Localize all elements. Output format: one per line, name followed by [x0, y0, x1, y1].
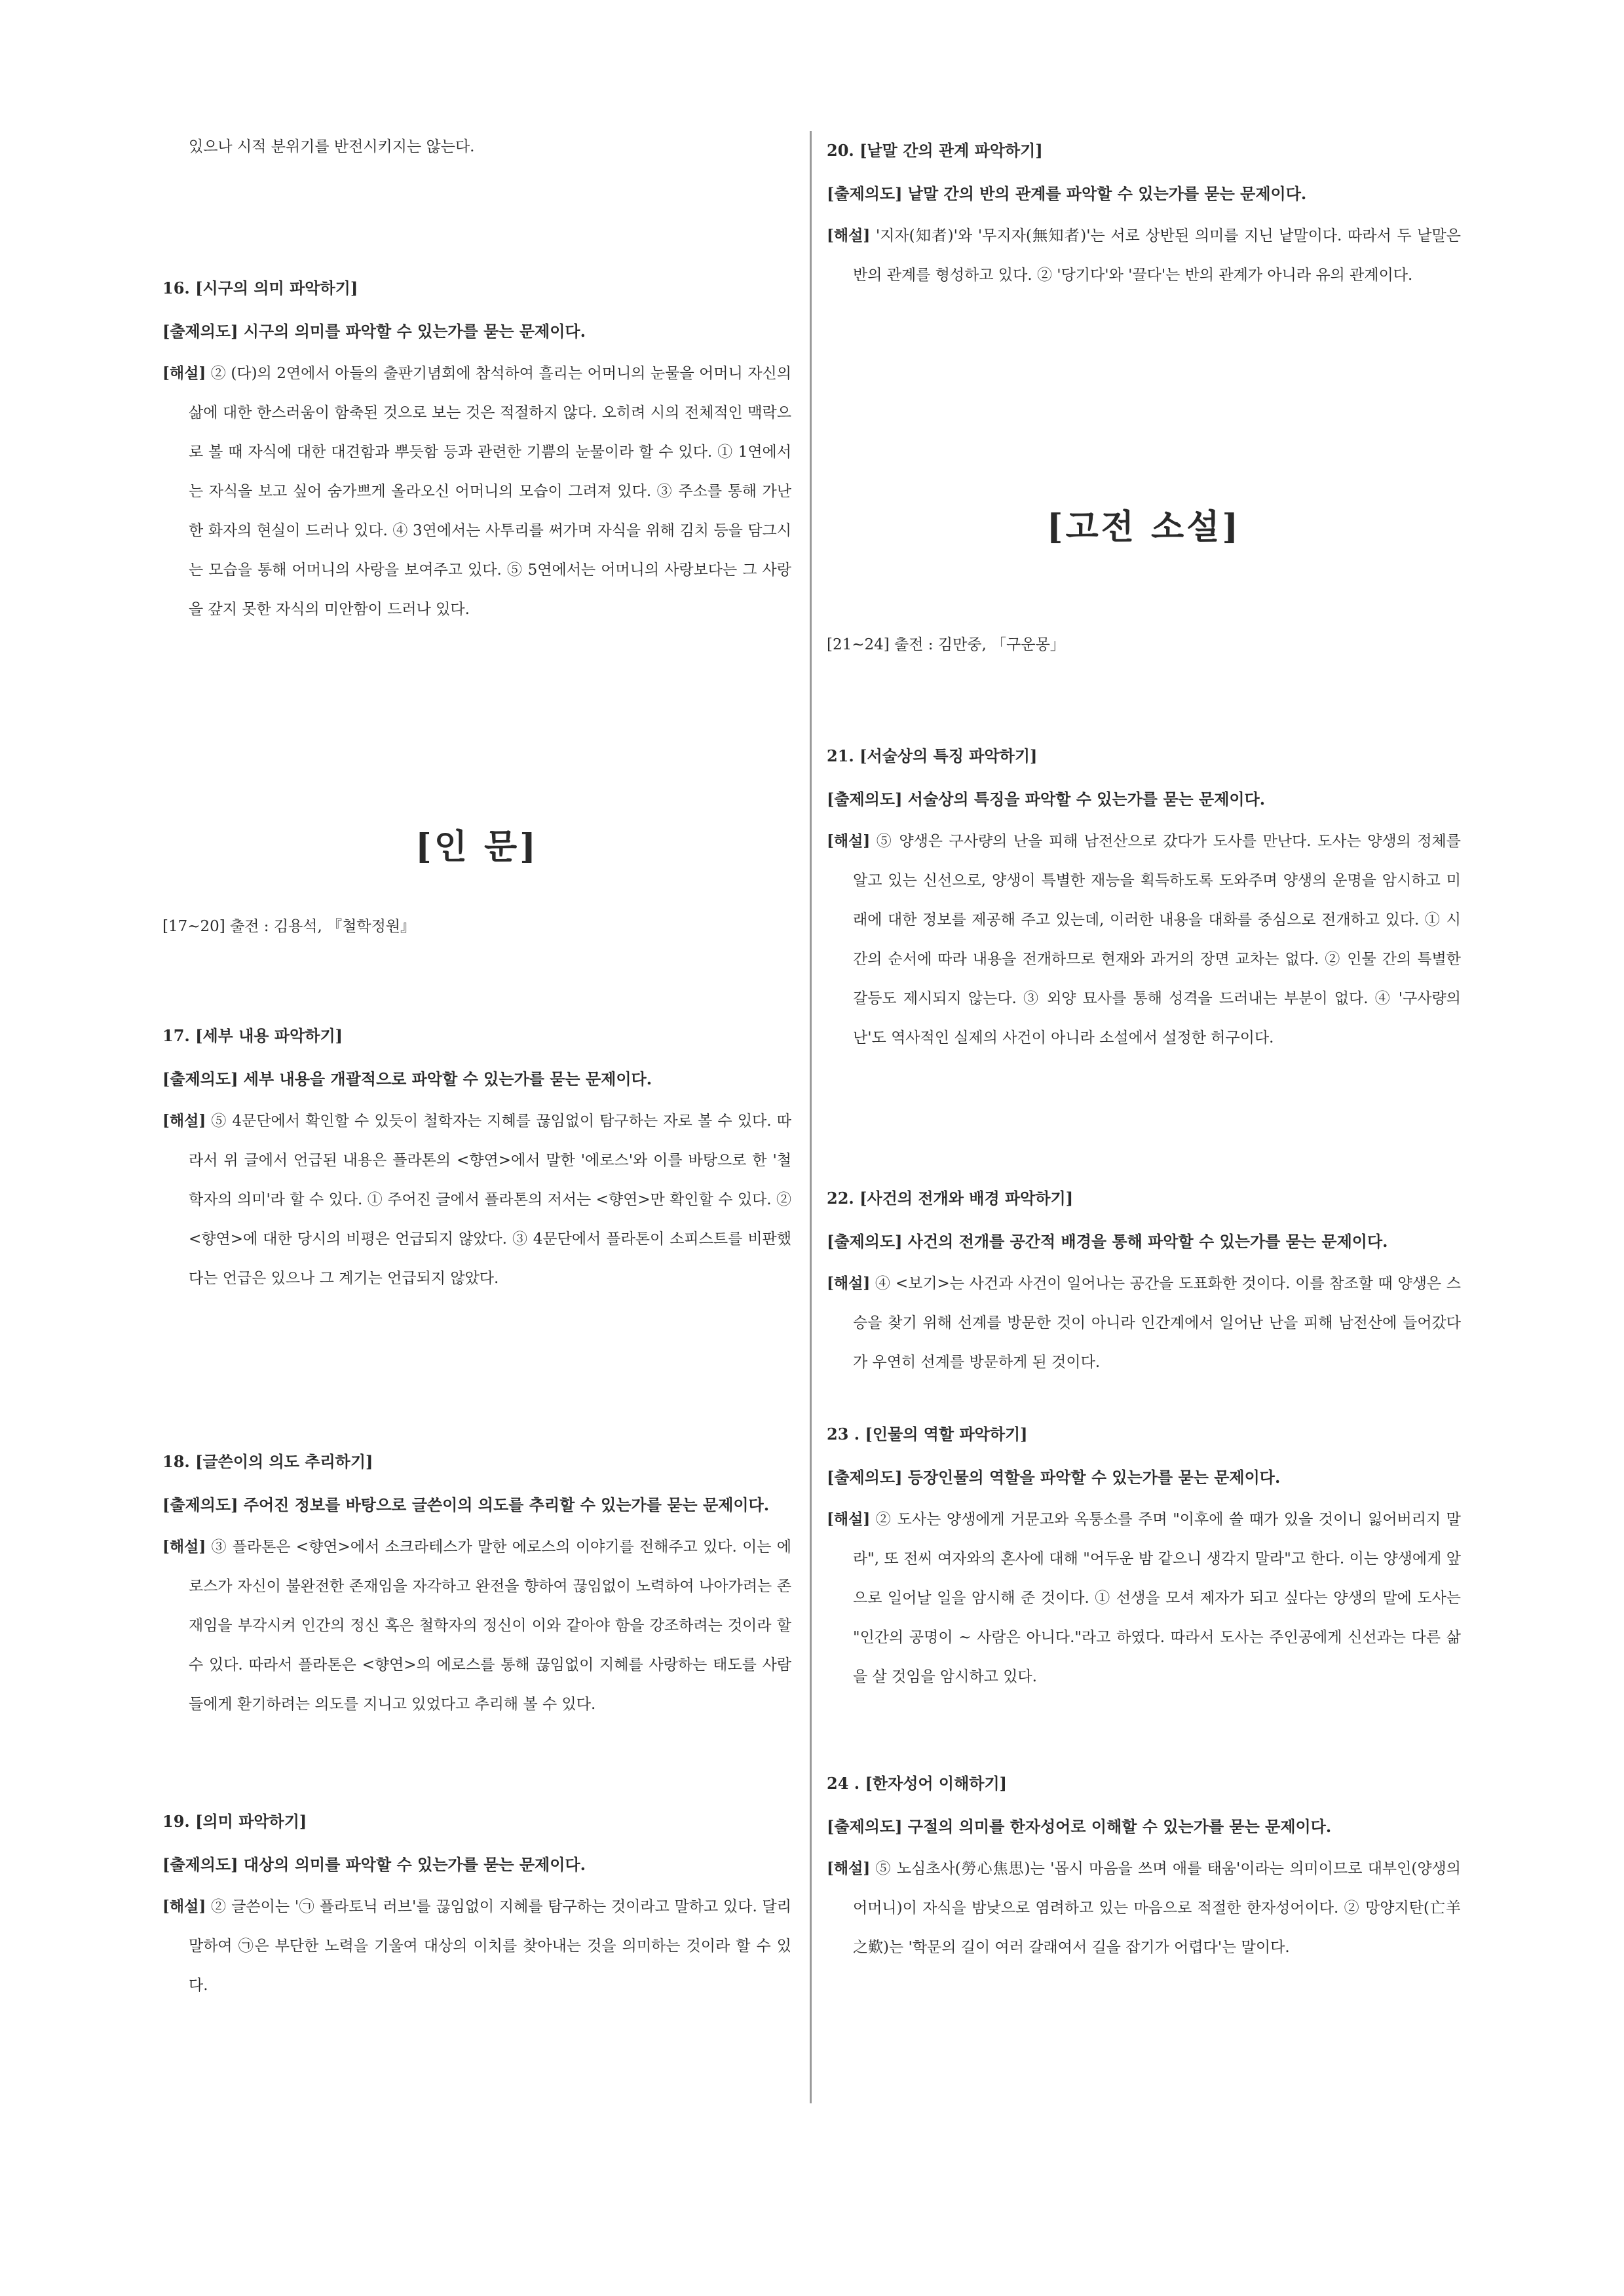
question-21: [827, 746, 1461, 1058]
question-intent: [출제의도] 사건의 전개를 공간적 배경을 통해 파악할 수 있는가를 묻는 문제이다.: [827, 1232, 1388, 1251]
question-explanation: [162, 354, 791, 629]
question-intent: [출제의도] 낱말 간의 반의 관계를 파악할 수 있는가를 묻는 문제이다.: [827, 184, 1307, 203]
question-explanation: [827, 216, 1461, 295]
explanation-tag: [해설]: [162, 1112, 206, 1130]
question-24: [827, 1773, 1461, 1967]
question-explanation: [827, 1500, 1461, 1696]
question-title: 20. [낱말 간의 관계 파악하기]: [827, 141, 1043, 160]
question-explanation: [162, 1527, 791, 1724]
explanation-text: ② 도사는 양생에게 거문고와 옥퉁소를 주며 "이후에 쓸 때가 있을 것이니 잃어버리지 말라", 또 전씨 여자와의 혼사에 대해 "어두운 밤 같으니 생각지 말라"고 한다. 이는 양생에게 앞으로 일어날 일을 암시해 준 것이다. ① 선생을 모셔 제자가 되고 싶다는 양생의 말에 도사는 "인간의 공명이 ~ 사람은 아니다."라고 하였다. 따라서 도사는 주인공에게 신선과는 다른 삶을 살 것임을 암시하고 있다.: [853, 1511, 1461, 1685]
question-18: [162, 1451, 791, 1724]
explanation-text: ② 글쓴이는 '㉠ 플라토닉 러브'를 끊임없이 지혜를 탐구하는 것이라고 말하고 있다. 달리 말하여 ㉠은 부단한 노력을 기울여 대상의 이치를 찾아내는 것을 의미하는 것이라 할 수 있다.: [189, 1898, 791, 1994]
continuation-text: 있으나 시적 분위기를 반전시키지는 않는다.: [189, 138, 475, 155]
explanation-text: ③ 플라톤은 <향연>에서 소크라테스가 말한 에로스의 이야기를 전해주고 있다. 이는 에로스가 자신이 불완전한 존재임을 자각하고 완전을 향하여 끊임없이 노력하여 나아가려는 존재임을 부각시켜 인간의 정신 혹은 철학자의 정신이 이와 같아야 함을 강조하려는 것이라 할 수 있다. 따라서 플라톤은 <향연>의 에로스를 통해 끊임없이 지혜를 사랑하는 태도를 사람들에게 환기하려는 의도를 지니고 있었다고 추리해 볼 수 있다.: [189, 1539, 791, 1713]
question-16: [162, 278, 791, 629]
question-title: 19. [의미 파악하기]: [162, 1812, 307, 1831]
question-17: [162, 1025, 791, 1298]
explanation-tag: [해설]: [827, 1274, 871, 1292]
explanation-text: ⑤ 노심초사(勞心焦思)는 '몹시 마음을 쓰며 애를 태움'이라는 의미이므로 대부인(양생의 어머니)이 자식을 밤낮으로 염려하고 있는 마음으로 적절한 한자성어이다. ② 망양지탄(亡羊之歎)는 '학문의 길이 여러 갈래여서 길을 잡기가 어렵다'는 말이다.: [853, 1860, 1461, 1956]
question-intent: [출제의도] 대상의 의미를 파악할 수 있는가를 묻는 문제이다.: [162, 1855, 586, 1874]
explanation-tag: [해설]: [162, 1538, 206, 1556]
explanation-text: '지자(知者)'와 '무지자(無知者)'는 서로 상반된 의미를 지닌 낱말이다. 따라서 두 낱말은 반의 관계를 형성하고 있다. ② '당기다'와 '끌다'는 반의 관계가 아니라 유의 관계이다.: [853, 227, 1461, 284]
explanation-text: ⑤ 4문단에서 확인할 수 있듯이 철학자는 지혜를 끊임없이 탐구하는 자로 볼 수 있다. 따라서 위 글에서 언급된 내용은 플라톤의 <향연>에서 말한 '에로스'와 이를 바탕으로 한 '철학자의 의미'라 할 수 있다. ① 주어진 글에서 플라톤의 저서는 <향연>만 확인할 수 있다. ② <향연>에 대한 당시의 비평은 언급되지 않았다. ③ 4문단에서 플라톤이 소피스트를 비판했다는 언급은 있으나 그 계기는 언급되지 않았다.: [189, 1113, 791, 1287]
question-22: [827, 1188, 1461, 1382]
explanation-tag: [해설]: [827, 1510, 871, 1528]
explanation-tag: [해설]: [827, 1860, 871, 1877]
explanation-tag: [해설]: [827, 227, 871, 244]
question-title: 23 . [인물의 역할 파악하기]: [827, 1425, 1028, 1444]
section-title-humanities: [인 문]: [415, 827, 538, 867]
explanation-text: ② (다)의 2연에서 아들의 출판기념회에 참석하여 흘리는 어머니의 눈물을 어머니 자신의 삶에 대한 한스러움이 함축된 것으로 보는 것은 적절하지 않다. 오히려 시의 전체적인 맥락으로 볼 때 자식에 대한 대견함과 뿌듯함 등과 관련한 기쁨의 눈물이라 할 수 있다. ① 1연에서는 자식을 보고 싶어 숨가쁘게 올라오신 어머니의 모습이 그려져 있다. ③ 주소를 통해 가난한 화자의 현실이 드러나 있다. ④ 3연에서는 사투리를 써가며 자식을 위해 김치 등을 담그시는 모습을 통해 어머니의 사랑을 보여주고 있다. ⑤ 5연에서는 어머니의 사랑보다는 그 사랑을 갚지 못한 자식의 미안함이 드러나 있다.: [189, 365, 791, 618]
explanation-tag: [해설]: [827, 832, 871, 850]
question-title: 17. [세부 내용 파악하기]: [162, 1026, 343, 1045]
question-23: [827, 1424, 1461, 1696]
question-explanation: [162, 1887, 791, 2005]
question-explanation: [827, 822, 1461, 1058]
question-explanation: [162, 1101, 791, 1298]
question-title: 18. [글쓴이의 의도 추리하기]: [162, 1452, 373, 1471]
section-title-classic-novel: [고전 소설]: [1046, 507, 1241, 547]
explanation-tag: [해설]: [162, 1898, 206, 1915]
source-citation: [21~24] 출전 : 김만중, 「구운몽」: [827, 636, 1065, 653]
question-20: [827, 140, 1461, 295]
explanation-tag: [해설]: [162, 364, 206, 382]
question-intent: [출제의도] 서술상의 특징을 파악할 수 있는가를 묻는 문제이다.: [827, 790, 1266, 809]
question-intent: [출제의도] 구절의 의미를 한자성어로 이해할 수 있는가를 묻는 문제이다.: [827, 1817, 1332, 1836]
question-title: 21. [서술상의 특징 파악하기]: [827, 746, 1038, 765]
column-divider: [810, 131, 812, 2103]
explanation-text: ⑤ 양생은 구사량의 난을 피해 남전산으로 갔다가 도사를 만난다. 도사는 양생의 정체를 알고 있는 신선으로, 양생이 특별한 재능을 획득하도록 도와주며 양생의 운명을 암시하고 미래에 대한 정보를 제공해 주고 있는데, 이러한 내용을 대화를 중심으로 전개하고 있다. ① 시간의 순서에 따라 내용을 전개하므로 현재와 과거의 장면 교차는 없다. ② 인물 간의 특별한 갈등도 제시되지 않는다. ③ 외양 묘사를 통해 성격을 드러내는 부분이 없다. ④ '구사량의 난'도 역사적인 실제의 사건이 아니라 소설에서 설정한 허구이다.: [853, 833, 1461, 1046]
question-title: 22. [사건의 전개와 배경 파악하기]: [827, 1189, 1074, 1208]
question-title: 16. [시구의 의미 파악하기]: [162, 278, 358, 297]
explanation-text: ④ <보기>는 사건과 사건이 일어나는 공간을 도표화한 것이다. 이를 참조할 때 양생은 스승을 찾기 위해 선계를 방문한 것이 아니라 인간계에서 일어난 난을 피해 남전산에 들어갔다가 우연히 선계를 방문하게 된 것이다.: [853, 1275, 1461, 1371]
question-19: [162, 1811, 791, 2005]
question-explanation: [827, 1264, 1461, 1382]
source-citation: [17~20] 출전 : 김용석, 『철학정원』: [162, 918, 416, 935]
question-intent: [출제의도] 세부 내용을 개괄적으로 파악할 수 있는가를 묻는 문제이다.: [162, 1069, 652, 1088]
question-intent: [출제의도] 주어진 정보를 바탕으로 글쓴이의 의도를 추리할 수 있는가를 묻는 문제이다.: [162, 1495, 770, 1514]
question-title: 24 . [한자성어 이해하기]: [827, 1774, 1008, 1793]
question-explanation: [827, 1849, 1461, 1967]
question-intent: [출제의도] 등장인물의 역할을 파악할 수 있는가를 묻는 문제이다.: [827, 1468, 1281, 1487]
question-intent: [출제의도] 시구의 의미를 파악할 수 있는가를 묻는 문제이다.: [162, 322, 586, 341]
